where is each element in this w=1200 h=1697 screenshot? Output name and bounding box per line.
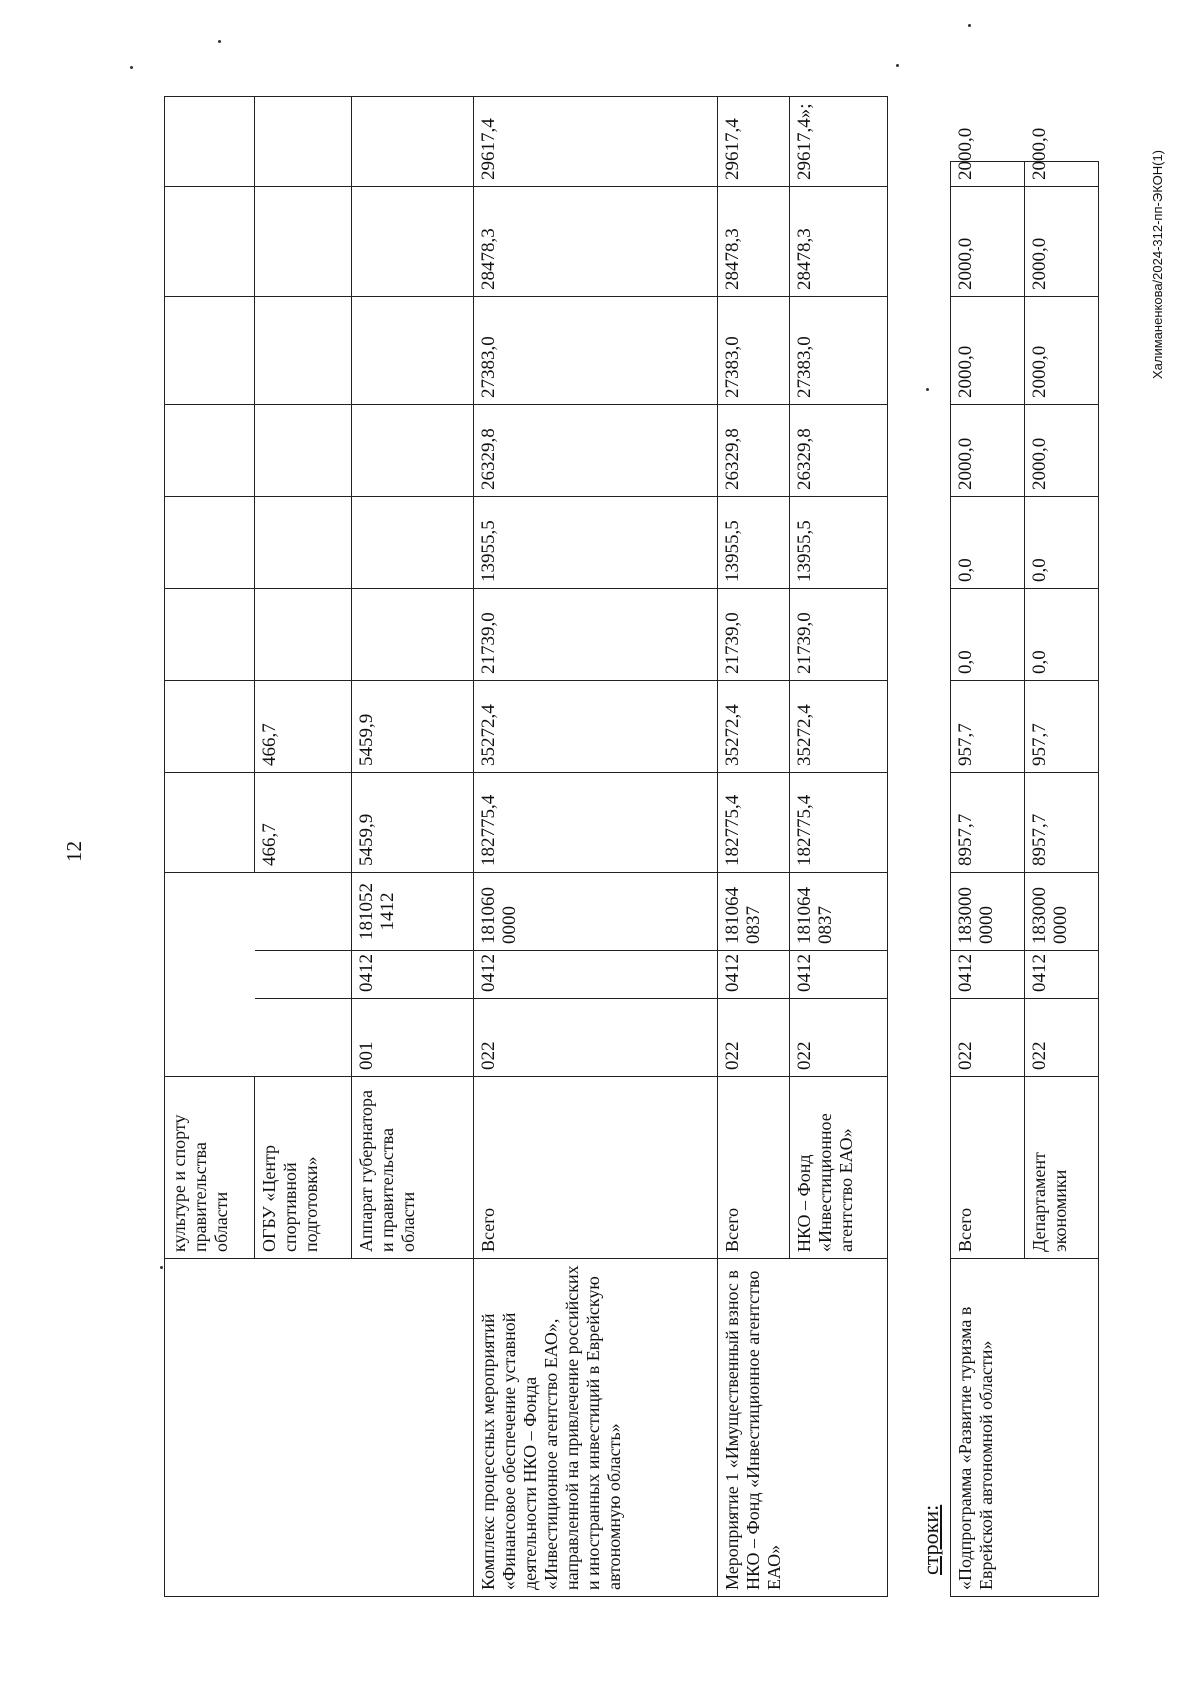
- scan-speck: [968, 24, 971, 27]
- cell-executor: НКО – Фонд «Инвестиционное агентство ЕАО»: [789, 1077, 887, 1259]
- cell-executor: культуре и спорту правительства области: [165, 1077, 255, 1259]
- cell-executor: Всего: [951, 1077, 1025, 1259]
- table-row: Мероприятие 1 «Имущественный взнос в НКО – Фонд «Инвестиционное агентство ЕАО» Всего 022 0412 181064 0837 182775,4 35272,4 21739,0 13955,5 26329,8 27383,0 28478,3 29617,4: [718, 96, 790, 1596]
- rotated-table-area: [164, 97, 1100, 1597]
- table-row: Комплекс процессных мероприятий «Финансовое обеспечение уставной деятельности НКО – Фонда «Инвестиционное агентство ЕАО», направленной на привлечение российских и иностранных инвестиций в Еврейскую автономную область» Всего 022 0412 181060 0000 182775,4 35272,4 21739,0 13955,5 26329,8 27383,0 28478,3 29617,4: [474, 96, 718, 1596]
- budget-table: [164, 96, 888, 1597]
- cell-executor: Департамент экономики: [1025, 1077, 1099, 1259]
- cell-name: «Подпрограмма «Развитие туризма в Еврейской автономной области»: [951, 1259, 1025, 1597]
- page-number: 12: [62, 841, 86, 862]
- cell-executor: Всего: [718, 1077, 790, 1259]
- table-row: Департамент экономики 022 0412 183000 0000 8957,7 957,7 0,0 0,0 2000,0 2000,0 2000,0 2000,0: [1025, 162, 1099, 1597]
- cell-total: [165, 772, 255, 872]
- cell-name: [165, 1259, 255, 1597]
- cell-executor: Аппарат губернатора и правительства области: [352, 1077, 474, 1259]
- cell-name: Мероприятие 1 «Имущественный взнос в НКО – Фонд «Инвестиционное агентство ЕАО»: [718, 1259, 790, 1597]
- cell-executor: Всего: [474, 1077, 718, 1259]
- scan-speck: [896, 64, 899, 67]
- scan-speck: [130, 66, 133, 69]
- cell-name: Комплекс процессных мероприятий «Финансовое обеспечение уставной деятельности НКО – Фонда «Инвестиционное агентство ЕАО», направленной на привлечение российских и иностранных инвестиций в Еврейскую автономную область»: [474, 1259, 718, 1597]
- tourism-table: [950, 127, 1099, 1597]
- cell-executor: ОГБУ «Центр спортивной подготовки»: [255, 1077, 352, 1259]
- section-caption: строки:: [918, 1504, 943, 1575]
- scan-speck: [160, 1266, 163, 1269]
- table-row: «Подпрограмма «Развитие туризма в Еврейской автономной области» Всего 022 0412 183000 0000 8957,7 957,7 0,0 0,0 2000,0 2000,0 2000,0 2000,0: [951, 162, 1025, 1597]
- table-row: [165, 96, 255, 1596]
- document-id: Халиманенкова/2024-312-пп-ЭКОН(1): [1150, 149, 1165, 379]
- table-row: Аппарат губернатора и правительства области 001 0412 181052 1412 5459,9 5459,9: [352, 96, 474, 1596]
- scan-speck: [218, 40, 221, 43]
- table-row: ОГБУ «Центр спортивной подготовки» 466,7 466,7: [255, 96, 352, 1596]
- table-row: НКО – Фонд «Инвестиционное агентство ЕАО» 022 0412 181064 0837 182775,4 35272,4 21739,0 13955,5 26329,8 27383,0 28478,3 29617,4»;: [789, 96, 887, 1596]
